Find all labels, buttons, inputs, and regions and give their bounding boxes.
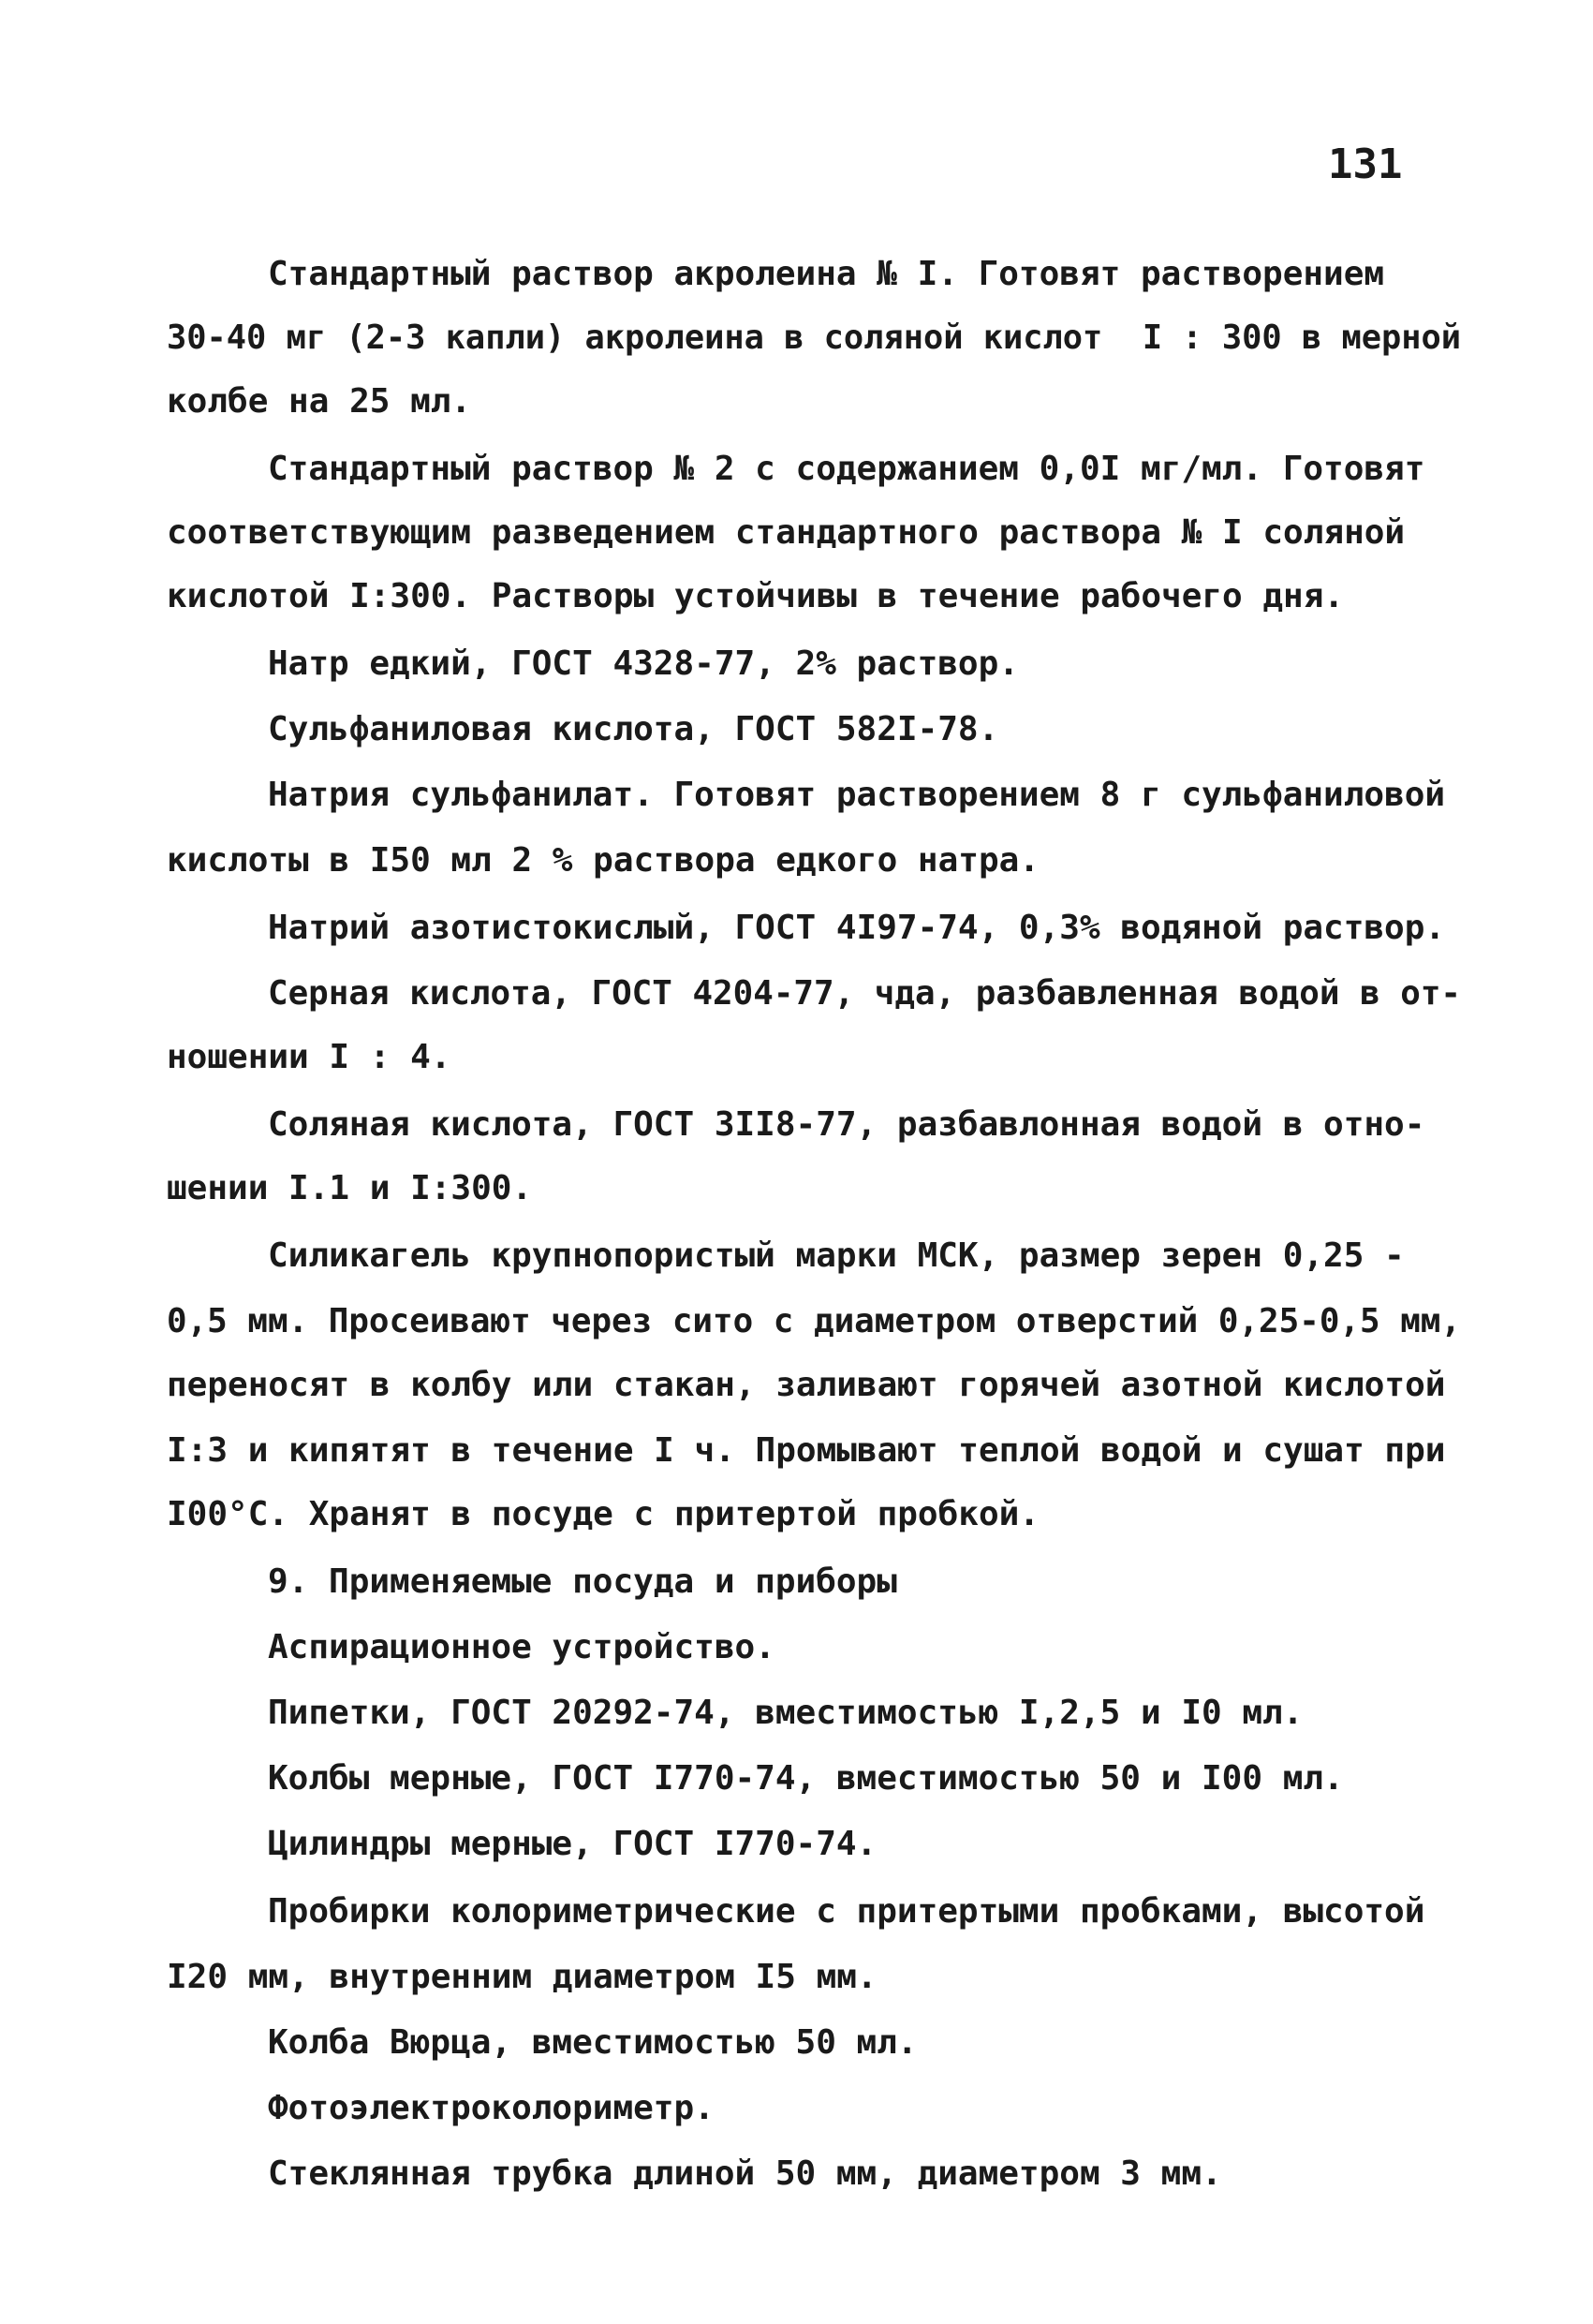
text-line: I20 мм, внутренним диаметром I5 мм.: [167, 1958, 878, 1996]
text-line: Колба Вюрца, вместимостью 50 мл.: [268, 2023, 918, 2062]
text-line: I:3 и кипятят в течение I ч. Промывают теплой водой и сушат при: [167, 1431, 1446, 1470]
text-line: I00°С. Хранят в посуде с притертой пробкой.: [167, 1495, 1040, 1533]
text-line: кислоты в I50 мл 2 % раствора едкого натра.: [167, 841, 1040, 880]
text-line: шении I.1 и I:300.: [167, 1169, 533, 1207]
text-line: 0,5 мм. Просеивают через сито с диаметром отверстий 0,25-0,5 мм,: [167, 1302, 1461, 1340]
text-line: Серная кислота, ГОСТ 4204-77, чда, разбавленная водой в от-: [268, 974, 1462, 1013]
text-line: Соляная кислота, ГОСТ 3II8-77, разбавлонная водой в отно-: [268, 1105, 1425, 1144]
page-number: 131: [1328, 141, 1403, 188]
text-line: ношении I : 4.: [167, 1038, 451, 1076]
text-line: Натр едкий, ГОСТ 4328-77, 2% раствор.: [268, 644, 1019, 683]
text-line: 30-40 мг (2-3 капли) акролеина в соляной кислот I : 300 в мерной: [167, 318, 1462, 357]
text-line: Пробирки колориметрические с притертыми пробками, высотой: [268, 1892, 1425, 1931]
text-line: Пипетки, ГОСТ 20292-74, вместимостью I,2,5 и I0 мл.: [268, 1694, 1304, 1732]
text-line: Колбы мерные, ГОСТ I770-74, вместимостью 50 и I00 мл.: [268, 1759, 1344, 1798]
text-line: колбе на 25 мл.: [167, 382, 472, 421]
text-line: Стандартный раствор № 2 с содержанием 0,0I мг/мл. Готовят: [268, 450, 1425, 488]
text-line: кислотой I:300. Растворы устойчивы в течение рабочего дня.: [167, 577, 1345, 615]
text-line: 9. Применяемые посуда и приборы: [268, 1562, 897, 1601]
text-line: Сульфаниловая кислота, ГОСТ 582I-78.: [268, 710, 999, 748]
text-line: соответствующим разведением стандартного раствора № I соляной: [167, 513, 1406, 552]
text-line: Аспирационное устройство.: [268, 1628, 775, 1666]
text-line: Стеклянная трубка длиной 50 мм, диаметром 3 мм.: [268, 2154, 1222, 2193]
text-line: Фотоэлектроколориметр.: [268, 2089, 715, 2127]
text-line: Стандартный раствор акролеина № I. Готовят растворением: [268, 255, 1385, 293]
text-line: Натрия сульфанилат. Готовят растворением 8 г сульфаниловой: [268, 776, 1446, 814]
text-line: переносят в колбу или стакан, заливают горячей азотной кислотой: [167, 1366, 1446, 1404]
text-line: Натрий азотистокислый, ГОСТ 4I97-74, 0,3% водяной раствор.: [268, 909, 1446, 947]
text-line: Силикагель крупнопористый марки МСК, размер зерен 0,25 -: [268, 1236, 1405, 1275]
text-line: Цилиндры мерные, ГОСТ I770-74.: [268, 1825, 878, 1863]
